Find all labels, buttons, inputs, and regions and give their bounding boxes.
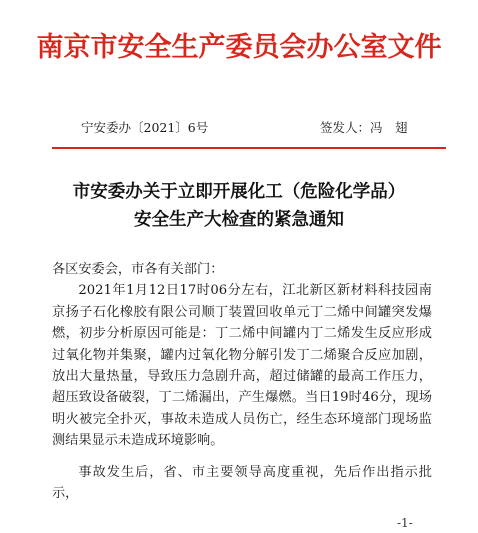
document-signer: 签发人：冯 翅 <box>320 120 408 135</box>
document-number: 宁安委办〔2021〕6号 <box>81 120 209 135</box>
document-header-title: 南京市安全生产委员会办公室文件 <box>36 32 442 63</box>
document-body <box>52 259 432 504</box>
notice-title-line-2: 安全生产大检查的紧急通知 <box>134 210 344 230</box>
notice-title-line-1: 市安委办关于立即开展化工（危险化学品） <box>72 182 406 202</box>
document-meta-row <box>0 118 478 138</box>
salutation: 各区安委会，市各有关部门： <box>52 262 224 277</box>
notice-title <box>0 178 478 234</box>
body-paragraph-1: 2021年1月12日17时06分左右，江北新区新材料科技园南京扬子石化橡胶有限公司顺丁装置回收单元丁二烯中间罐突发爆燃，初步分析原因可能是：丁二烯中间罐内丁二烯发生反应形成过氧化物并集聚，罐内过氧化物分解引发丁二烯聚合反应加剧，放出大量热量，导致压力急剧升高，超过储罐的最高工作压力，超压致设备破裂，丁二烯漏出，产生爆燃。当日19时46分，现场明火被完全扑灭，事故未造成人员伤亡，经生态环境部门现场监测结果显示未造成环境影响。 <box>52 283 432 449</box>
page-number: -1- <box>397 516 413 530</box>
body-paragraph-2: 事故发生后，省、市主要领导高度重视，先后作出指示批示， <box>52 464 432 502</box>
header-red-divider <box>52 147 446 149</box>
